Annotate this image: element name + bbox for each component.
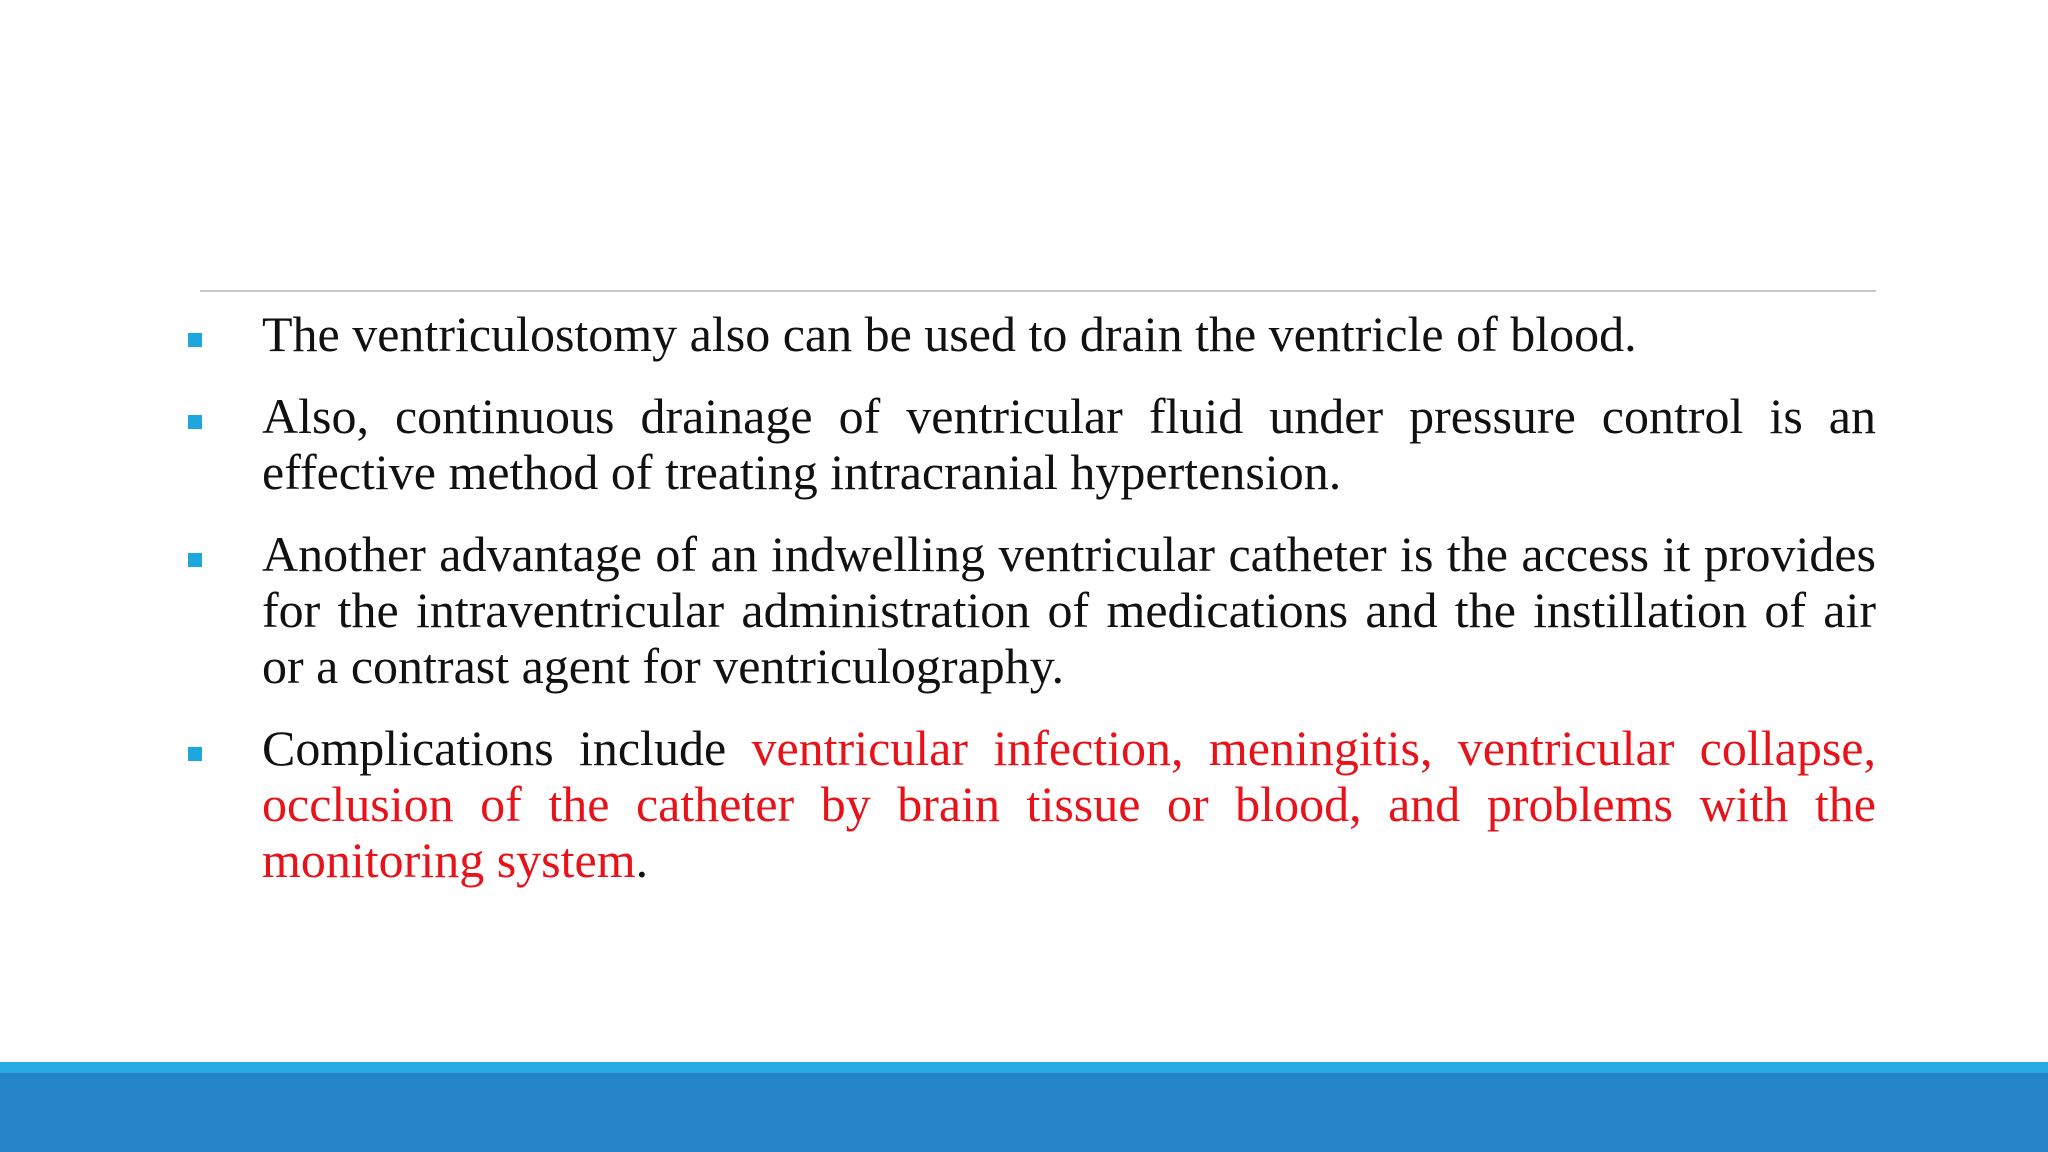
footer-accent-stripe xyxy=(0,1062,2048,1073)
bullet-item-4 xyxy=(186,720,1876,888)
bullet-text-prefix: Complications include xyxy=(262,720,752,776)
bullet-text: Also, continuous drainage of ventricular fluid under pressure control is an effective method of treating intracranial hypertension. xyxy=(262,388,1876,500)
complications-highlight: ventricular infection, meningitis, ventricular collapse, occlusion of the catheter by brain tissue or blood, and problems with the monitoring system xyxy=(262,720,1876,888)
bullet-list xyxy=(186,306,1876,914)
square-bullet-icon xyxy=(188,333,202,347)
bullet-text: The ventriculostomy also can be used to drain the ventricle of blood. xyxy=(262,306,1637,362)
square-bullet-icon xyxy=(188,553,202,567)
bullet-item-1 xyxy=(186,306,1876,362)
footer-band xyxy=(0,1062,2048,1152)
bullet-item-3 xyxy=(186,526,1876,694)
square-bullet-icon xyxy=(188,747,202,761)
square-bullet-icon xyxy=(188,415,202,429)
bullet-text: Another advantage of an indwelling ventricular catheter is the access it provides for the intraventricular administration of medications and the instillation of air or a contrast agent for ventriculography. xyxy=(262,526,1876,694)
title-divider xyxy=(200,290,1876,292)
bullet-text-suffix: . xyxy=(635,832,649,888)
bullet-item-2 xyxy=(186,388,1876,500)
